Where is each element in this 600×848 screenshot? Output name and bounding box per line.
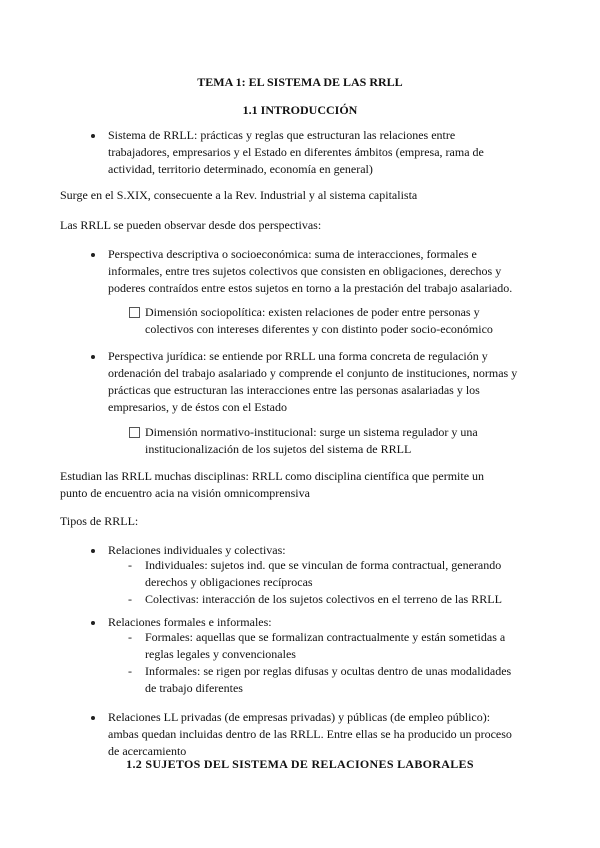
sub-bullet-text: Dimensión sociopolítica: existen relaciones de poder entre personas y xyxy=(145,305,480,319)
paragraph: punto de encuentro acia na visión omnicomprensiva xyxy=(60,486,310,500)
paragraph: Las RRLL se pueden observar desde dos perspectivas: xyxy=(60,218,322,232)
paragraph: Tipos de RRLL: xyxy=(60,514,139,528)
dash-bullet: - xyxy=(128,592,132,606)
sub-bullet-text: Colectivas: interacción de los sujetos colectivos en el terreno de las RRLL xyxy=(145,592,502,606)
bullet-text: Relaciones formales e informales: xyxy=(108,615,272,629)
sub-bullet-text: Informales: se rigen por reglas difusas y ocultas dentro de unas modalidades xyxy=(145,664,512,678)
section-heading: 1.1 INTRODUCCIÓN xyxy=(242,103,358,117)
bullet-text: informales, entre tres sujetos colectivos que consisten en obligaciones, derechos y xyxy=(108,264,502,278)
paragraph: Estudian las RRLL muchas disciplinas: RRLL como disciplina científica que permite un xyxy=(60,469,485,483)
sub-bullet-text: de trabajo diferentes xyxy=(145,681,243,695)
bullet-icon xyxy=(91,134,95,138)
bullet-icon xyxy=(91,716,95,720)
bullet-icon xyxy=(91,549,95,553)
sub-bullet-text: Dimensión normativo-institucional: surge un sistema regulador y una xyxy=(145,425,478,439)
bullet-icon xyxy=(91,253,95,257)
checkbox-bullet-icon xyxy=(129,307,140,318)
dash-bullet: - xyxy=(128,664,132,678)
bullet-text: Perspectiva descriptiva o socioeconómica: suma de interacciones, formales e xyxy=(108,247,477,261)
sub-bullet-text: reglas legales y convencionales xyxy=(145,647,296,661)
bullet-text: ambas quedan incluidas dentro de las RRLL. Entre ellas se ha producido un proceso xyxy=(108,727,512,741)
dash-bullet: - xyxy=(128,558,132,572)
section-heading: 1.2 SUJETOS DEL SISTEMA DE RELACIONES LABORALES xyxy=(126,757,474,771)
bullet-text: poderes contraídos entre estos sujetos en torno a la prestación del trabajo asalariado. xyxy=(108,281,513,295)
sub-bullet-text: colectivos con intereses diferentes y con distinto poder socio-económico xyxy=(145,322,493,336)
bullet-text: de acercamiento xyxy=(108,744,187,758)
bullet-text: trabajadores, empresarios y el Estado en diferentes ámbitos (empresa, rama de xyxy=(108,145,484,159)
bullet-icon xyxy=(91,621,95,625)
bullet-text: Relaciones LL privadas (de empresas privadas) y públicas (de empleo público): xyxy=(108,710,491,724)
bullet-text: Relaciones individuales y colectivas: xyxy=(108,543,286,557)
checkbox-bullet-icon xyxy=(129,427,140,438)
sub-bullet-text: institucionalización de los sujetos del sistema de RRLL xyxy=(145,442,412,456)
sub-bullet-text: derechos y obligaciones recíprocas xyxy=(145,575,313,589)
paragraph: Surge en el S.XIX, consecuente a la Rev. Industrial y al sistema capitalista xyxy=(60,188,418,202)
bullet-text: prácticas que estructuran las interacciones entre las personas asalariadas y los xyxy=(108,383,480,397)
sub-bullet-text: Individuales: sujetos ind. que se vinculan de forma contractual, generando xyxy=(145,558,502,572)
bullet-text: empresarios, y de éstos con el Estado xyxy=(108,400,287,414)
bullet-text: ordenación del trabajo asalariado y comprende el conjunto de instituciones, normas y xyxy=(108,366,518,380)
sub-bullet-text: Formales: aquellas que se formalizan contractualmente y están sometidas a xyxy=(145,630,506,644)
bullet-text: Perspectiva jurídica: se entiende por RRLL una forma concreta de regulación y xyxy=(108,349,488,363)
dash-bullet: - xyxy=(128,630,132,644)
bullet-text: Sistema de RRLL: prácticas y reglas que estructuran las relaciones entre xyxy=(108,128,456,142)
document-title: TEMA 1: EL SISTEMA DE LAS RRLL xyxy=(197,75,403,89)
bullet-text: actividad, territorio determinado, economía en general) xyxy=(108,162,373,176)
bullet-icon xyxy=(91,355,95,359)
